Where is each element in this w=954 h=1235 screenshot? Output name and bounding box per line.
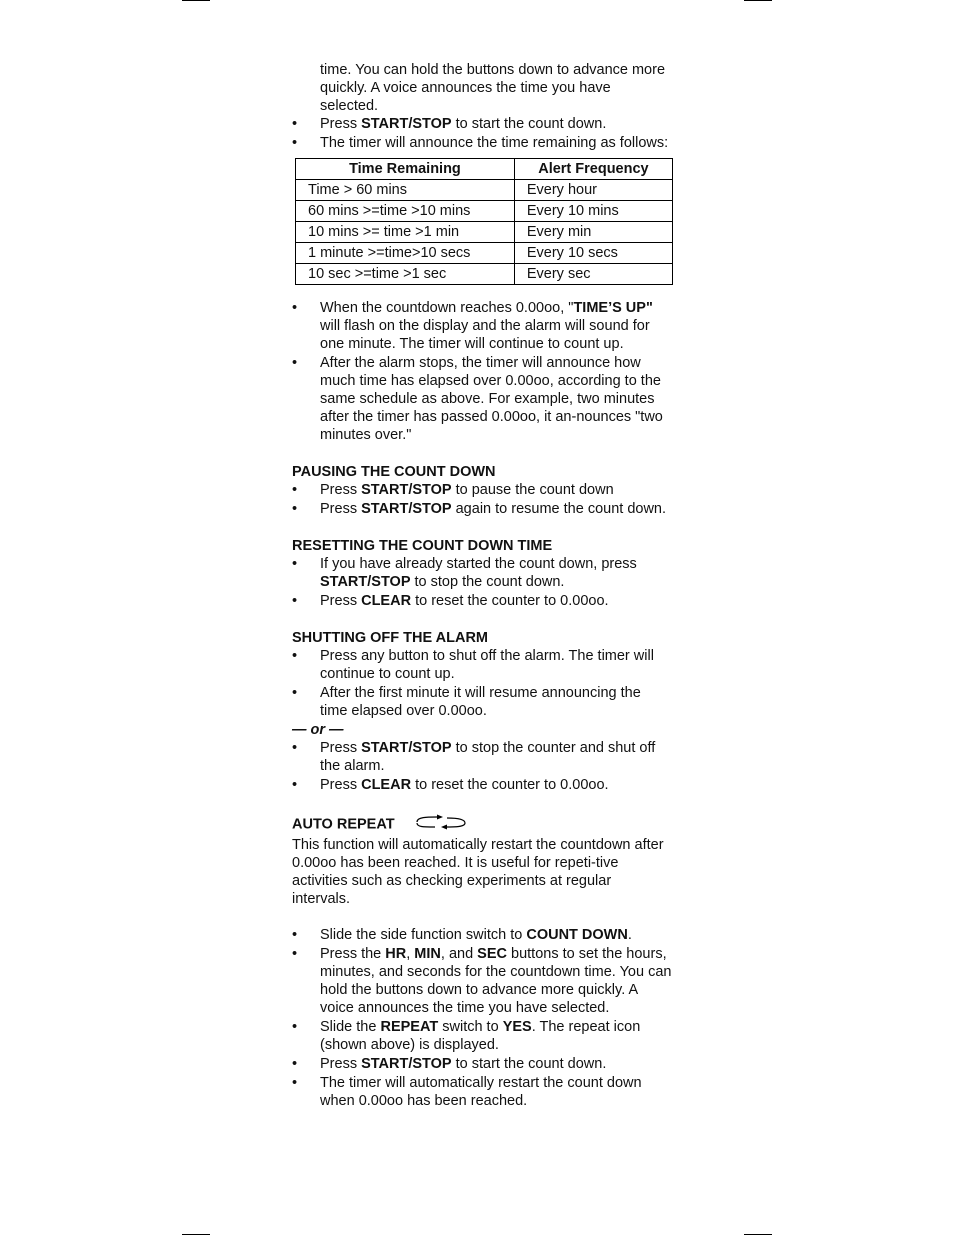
- list-item: • Press CLEAR to reset the counter to 0.00oo.: [292, 592, 672, 610]
- table-cell: Time > 60 mins: [296, 180, 515, 201]
- or-separator: — or —: [292, 722, 344, 738]
- table-row: [296, 180, 673, 201]
- table-row: [296, 201, 673, 222]
- bullets-shutting: [292, 647, 672, 720]
- table-row: [296, 243, 673, 264]
- header-alert-frequency: Alert Frequency: [514, 159, 672, 180]
- list-item: • Press CLEAR to reset the counter to 0.00oo.: [292, 776, 672, 794]
- bullets-auto-repeat: [292, 926, 672, 1110]
- table-header-row: [296, 159, 673, 180]
- list-item: • Press START/STOP again to resume the count down.: [292, 500, 672, 518]
- list-item: • The timer will announce the time remaining as follows:: [292, 134, 672, 152]
- list-item: • Slide the side function switch to COUNT DOWN.: [292, 926, 672, 944]
- auto-repeat-title: AUTO REPEAT: [292, 816, 395, 833]
- table-row: [296, 222, 673, 243]
- list-item: • Press START/STOP to stop the counter and shut off the alarm.: [292, 739, 672, 775]
- intro-continuation: time. You can hold the buttons down to advance more quickly. A voice announces the time you have selected.: [320, 62, 666, 114]
- crop-mark-top-left: [182, 0, 210, 1]
- list-item: • Press any button to shut off the alarm. The timer will continue to count up.: [292, 647, 672, 683]
- table-cell: Every 10 mins: [514, 201, 672, 222]
- table-cell: 10 sec >=time >1 sec: [296, 264, 515, 285]
- list-item: • Slide the REPEAT switch to YES. The repeat icon (shown above) is displayed.: [292, 1018, 672, 1054]
- bullets-start: [292, 115, 672, 152]
- list-item: • Press START/STOP to pause the count down: [292, 481, 672, 499]
- table-cell: Every hour: [514, 180, 672, 201]
- table-cell: Every 10 secs: [514, 243, 672, 264]
- list-item: • After the first minute it will resume announcing the time elapsed over 0.00oo.: [292, 684, 672, 720]
- table-cell: 1 minute >=time>10 secs: [296, 243, 515, 264]
- list-item: • When the countdown reaches 0.00oo, "TIME’S UP" will flash on the display and the alarm will sound for one minute. The timer will continue to count up.: [292, 299, 672, 353]
- table-cell: 60 mins >=time >10 mins: [296, 201, 515, 222]
- table-cell: 10 mins >= time >1 min: [296, 222, 515, 243]
- bullets-countdown-end: [292, 299, 672, 444]
- bullets-pausing: [292, 481, 672, 518]
- heading-auto-repeat: [292, 813, 672, 836]
- table-row: [296, 264, 673, 285]
- heading-resetting: RESETTING THE COUNT DOWN TIME: [292, 538, 553, 554]
- list-item: • If you have already started the count down, press START/STOP to stop the count down.: [292, 555, 672, 591]
- bullets-shutting-alt: [292, 739, 672, 794]
- table-cell: Every min: [514, 222, 672, 243]
- alert-schedule-table: [295, 158, 673, 285]
- manual-page-column: [292, 61, 672, 1111]
- heading-pausing: PAUSING THE COUNT DOWN: [292, 464, 496, 480]
- bullets-resetting: [292, 555, 672, 610]
- heading-shutting-off: SHUTTING OFF THE ALARM: [292, 630, 488, 646]
- repeat-icon: [413, 813, 469, 836]
- crop-mark-top-right: [744, 0, 772, 1]
- list-item: • The timer will automatically restart the count down when 0.00oo has been reached.: [292, 1074, 672, 1110]
- list-item: • Press START/STOP to start the count down.: [292, 1055, 672, 1073]
- list-item: • Press START/STOP to start the count down.: [292, 115, 672, 133]
- auto-repeat-description: This function will automatically restart the countdown after 0.00oo has been reached. It is useful for repeti-tive activities such as checking experiments at regular intervals.: [292, 837, 664, 907]
- list-item: • Press the HR, MIN, and SEC buttons to set the hours, minutes, and seconds for the countdown time. You can hold the buttons down to advance more quickly. A voice announces the time you have selected.: [292, 945, 672, 1017]
- header-time-remaining: Time Remaining: [296, 159, 515, 180]
- list-item: • After the alarm stops, the timer will announce how much time has elapsed over 0.00oo, according to the same schedule as above. For example, two minutes after the timer has passed 0.00oo, it an-nounces "two minutes over.": [292, 354, 672, 444]
- table-cell: Every sec: [514, 264, 672, 285]
